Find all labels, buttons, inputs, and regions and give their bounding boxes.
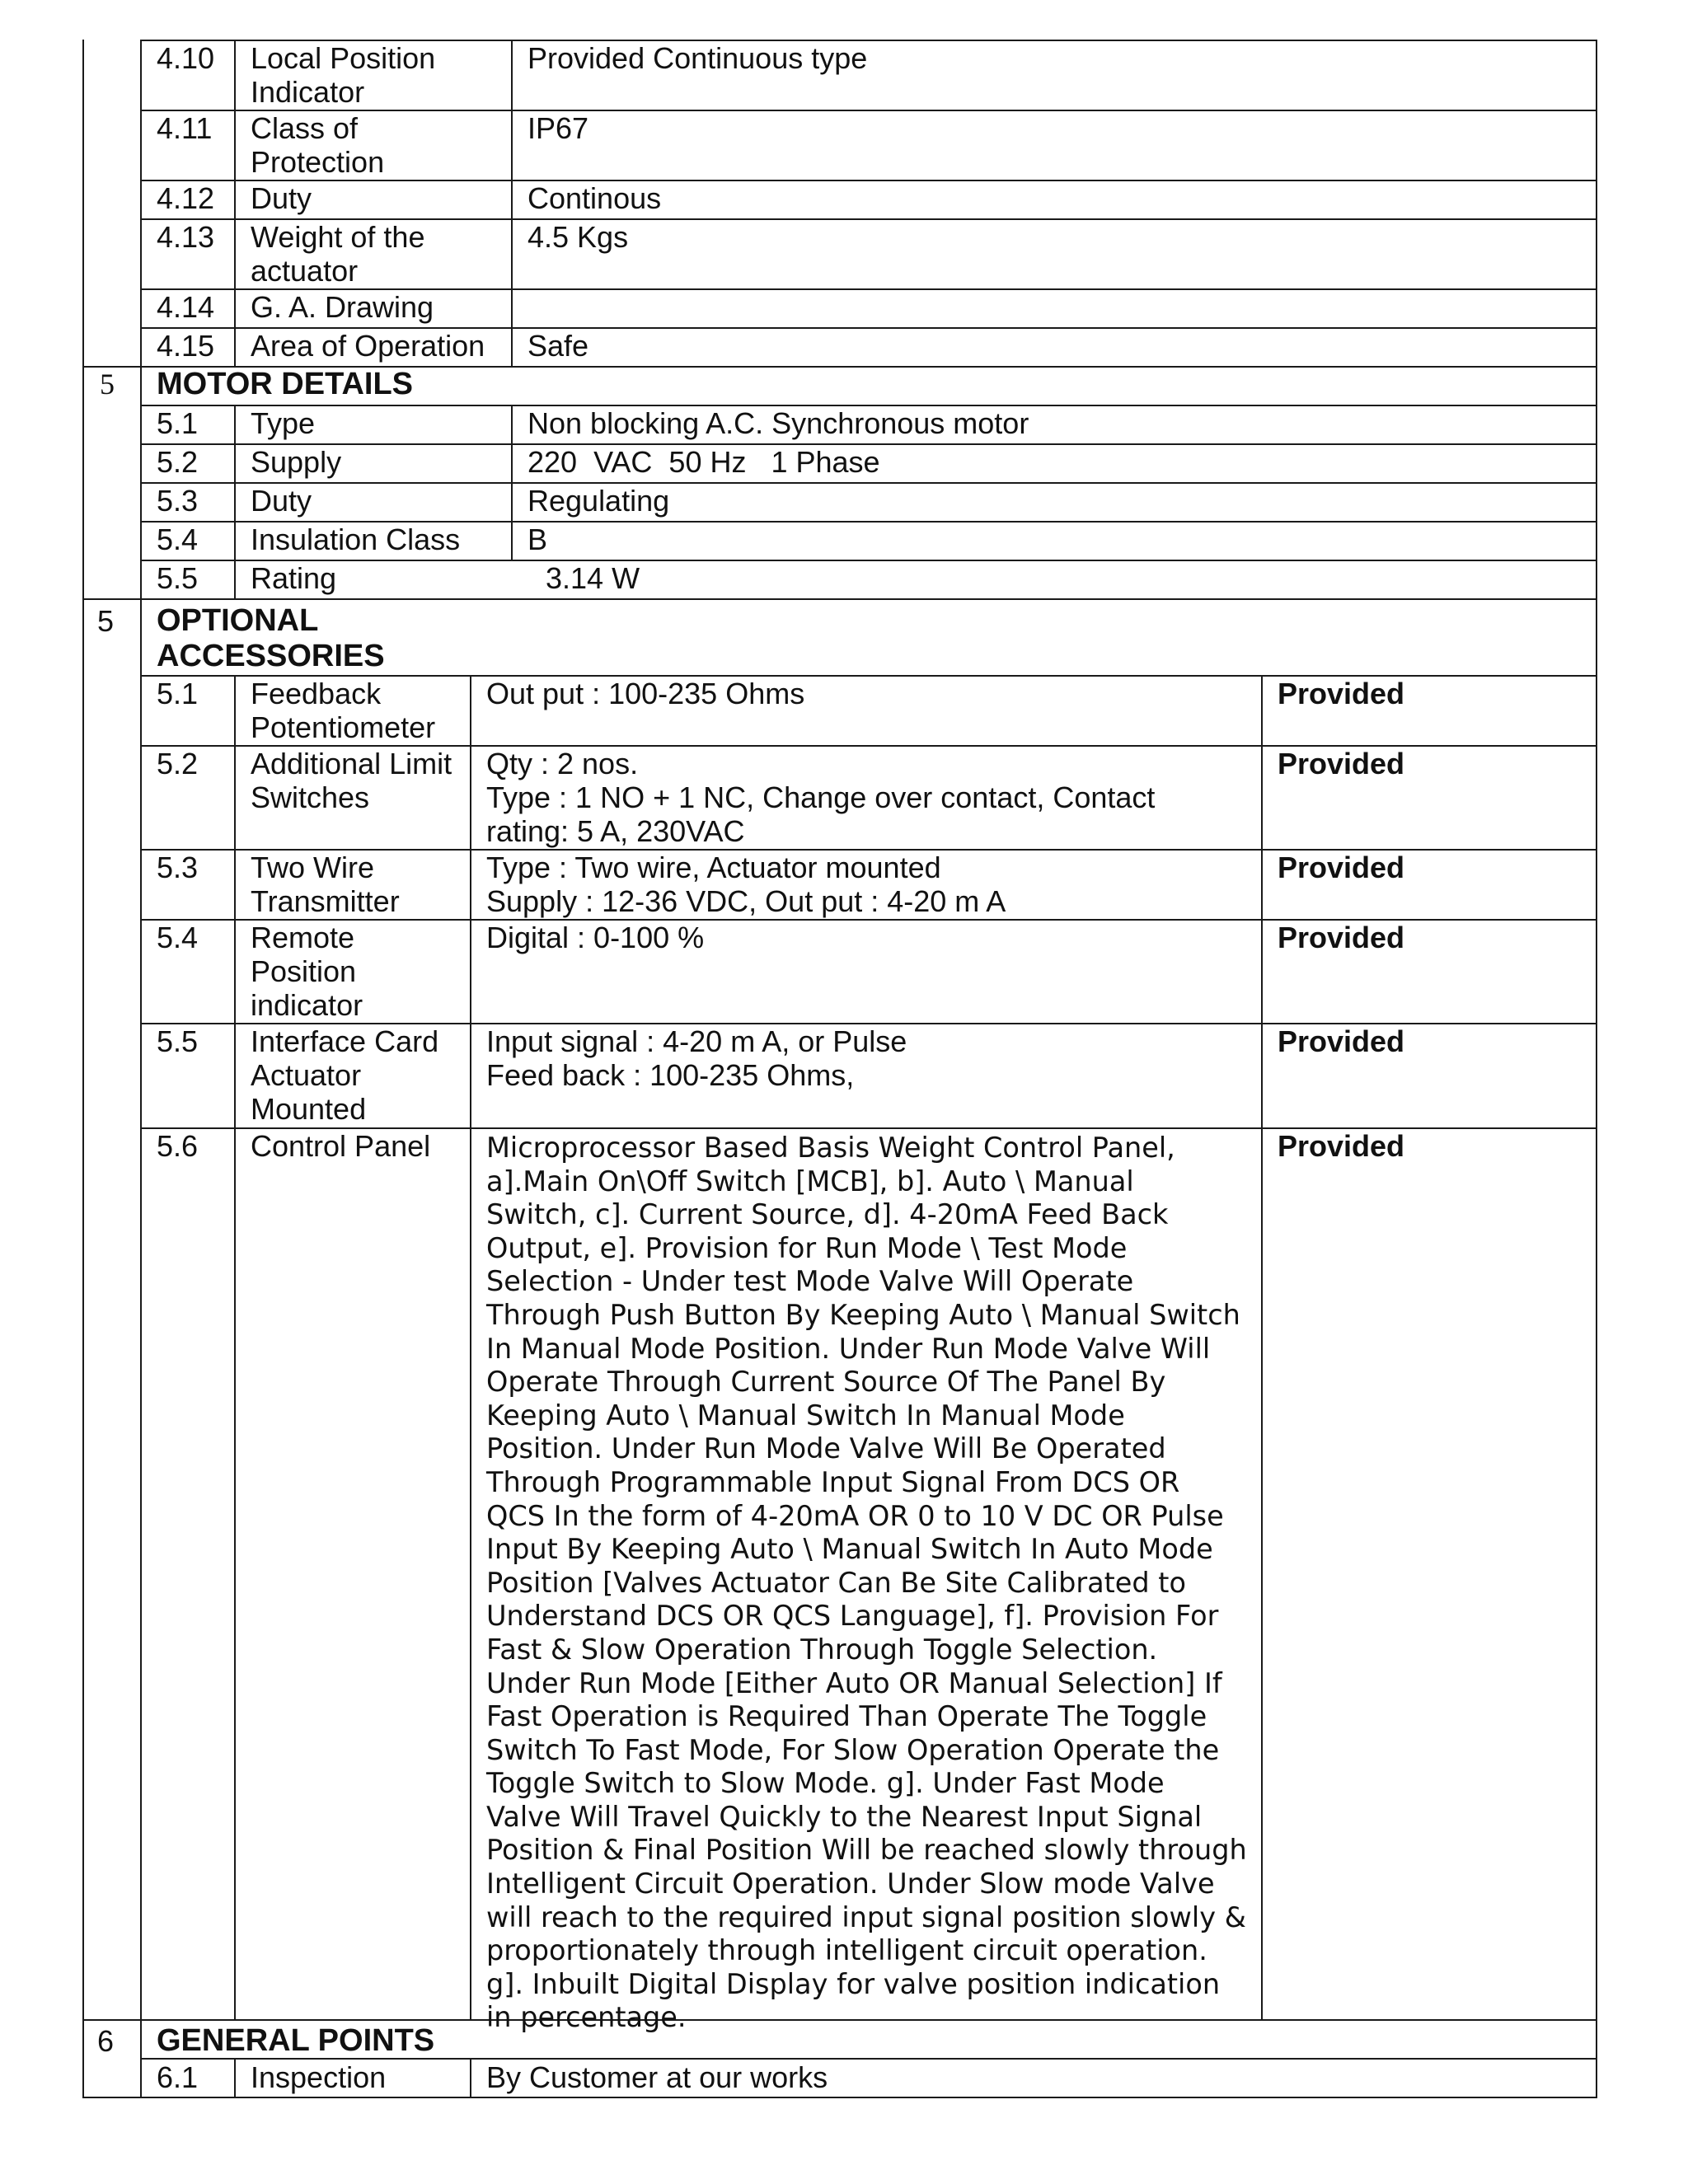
status-label: Provided [1278,747,1405,780]
item-number: 5.5 [157,561,199,595]
parameter-line: Protection [251,145,385,179]
description-line: Out put : 100-235 Ohms [486,677,805,710]
description-line: Keeping Auto \ Manual Switch In Manual Mode [486,1399,1125,1432]
value-cell: Provided Continuous type [528,41,868,75]
description-line: Valve Will Travel Quickly to the Nearest Input Signal [486,1800,1203,1833]
section-title: GENERAL POINTS [157,2023,435,2058]
parameter-line: Indicator [251,75,365,109]
value-cell: Regulating [528,484,670,518]
col-rule [470,675,471,2021]
item-number: 4.10 [157,41,215,75]
parameter-line: Switches [251,780,370,814]
description-line: Digital : 0-100 % [486,921,705,954]
description-line: Through Push Button By Keeping Auto \ Manual Switch [486,1298,1240,1331]
col-rule [234,675,236,2021]
row-rule [140,482,1597,484]
item-number: 4.11 [157,111,213,145]
section-number: 5 [100,368,115,401]
value-cell: 3.14 W [546,561,640,595]
col-rule [511,40,513,368]
description-line: Fast Operation is Required Than Operate The Toggle [486,1700,1207,1733]
description-line: Position [Valves Actuator Can Be Site Calibrated to [486,1566,1186,1599]
parameter-line: Actuator [251,1058,362,1092]
parameter-cell: Duty [251,484,312,518]
parameter-cell: Supply [251,445,342,479]
section-number: 5 [97,604,115,638]
parameter-cell: Rating [251,561,337,595]
item-number: 5.6 [157,1129,199,1163]
description-line: Input By Keeping Auto \ Manual Switch In Auto Mode [486,1533,1213,1566]
col-rule [140,40,142,2098]
description-line: Feed back : 100-235 Ohms, [486,1058,855,1092]
parameter-line: Interface Card [251,1024,439,1058]
section-title-line: OPTIONAL [157,603,319,638]
description-line: Operate Through Current Source Of The Panel By [486,1366,1166,1399]
description-line: Intelligent Circuit Operation. Under Slow mode Valve [486,1868,1215,1900]
parameter-line: Class of [251,111,359,145]
row-rule [140,180,1597,181]
description-line: rating: 5 A, 230VAC [486,814,745,848]
description-line: in percentage. [486,2001,687,2034]
item-number: 5.1 [157,677,199,710]
row-rule [82,2097,1597,2098]
parameter-line: Remote [251,921,355,954]
section-title: MOTOR DETAILS [157,367,414,401]
item-number: 4.14 [157,290,215,324]
parameter-line: Duty [251,181,312,215]
row-rule [140,2058,1597,2060]
item-number: 4.12 [157,181,215,215]
section-title-line: ACCESSORIES [157,639,385,673]
parameter-cell: Type [251,406,316,440]
status-label: Provided [1278,677,1405,710]
item-number: 5.3 [157,484,199,518]
section-number: 6 [97,2024,115,2058]
col-rule [234,2058,236,2098]
description-line: Microprocessor Based Basis Weight Control Panel, [486,1132,1175,1164]
value-cell: Safe [528,329,589,363]
col-rule [234,405,236,600]
status-label: Provided [1278,921,1405,954]
description-line: a].Main On\Off Switch [MCB], b]. Auto \ Manual [486,1165,1134,1197]
parameter-line: Weight of the [251,220,425,254]
description-line: Toggle Switch to Slow Mode. g]. Under Fast Mode [486,1767,1165,1800]
row-rule [140,560,1597,561]
item-number: 5.4 [157,523,199,556]
status-label: Provided [1278,1129,1405,1163]
item-number: 5.3 [157,851,199,884]
row-rule [140,110,1597,111]
item-number: 4.13 [157,220,215,254]
value-cell: 220 VAC 50 Hz 1 Phase [528,445,880,479]
description-line: will reach to the required input signal position slowly & [486,1900,1246,1933]
value-cell: 4.5 Kgs [528,220,629,254]
control-panel-description [486,1132,1247,2035]
item-number: 5.2 [157,445,199,479]
description-line: Selection - Under test Mode Valve Will Operate [486,1265,1134,1298]
col-rule [234,40,236,368]
description-line: Under Run Mode [Either Auto OR Manual Selection] If [486,1666,1222,1699]
value-cell: Continous [528,181,662,215]
description-line: Understand DCS OR QCS Language], f]. Provision For [486,1600,1219,1633]
parameter-line: Additional Limit [251,747,452,780]
col-rule [1596,40,1597,2098]
value-cell: IP67 [528,111,589,145]
parameter-line: Two Wire [251,851,375,884]
item-number: 5.1 [157,406,199,440]
description-line: QCS In the form of 4-20mA OR 0 to 10 V DC OR Pulse [486,1499,1224,1532]
parameter-line: Feedback [251,677,382,710]
value-cell: B [528,523,548,556]
description-line: Switch To Fast Mode, For Slow Operation Operate the [486,1733,1220,1766]
parameter-line: Potentiometer [251,710,436,744]
parameter-line: Area of Operation [251,329,485,363]
parameter-line: actuator [251,254,359,288]
col-rule [511,405,513,561]
description-line: Type : Two wire, Actuator mounted [486,851,941,884]
description-line: Supply : 12-36 VDC, Out put : 4-20 m A [486,884,1006,918]
description-line: Through Programmable Input Signal From DCS OR [486,1465,1180,1498]
status-label: Provided [1278,851,1405,884]
item-number: 6.1 [157,2060,199,2094]
description-line: Qty : 2 nos. [486,747,639,780]
description-line: Input signal : 4-20 m A, or Pulse [486,1024,907,1058]
status-label: Provided [1278,1024,1405,1058]
parameter-line: Local Position [251,41,436,75]
row-rule [82,598,1597,600]
item-number: 5.2 [157,747,199,780]
parameter-line: indicator [251,988,363,1022]
value-cell: By Customer at our works [486,2060,828,2094]
item-number: 5.4 [157,921,199,954]
col-rule [1261,675,1263,2021]
description-line: Switch, c]. Current Source, d]. 4-20mA Feed Back [486,1198,1169,1231]
col-rule [470,2058,471,2098]
parameter-cell: Insulation Class [251,523,461,556]
parameter-line: G. A. Drawing [251,290,434,324]
parameter-line: Control Panel [251,1129,431,1163]
parameter-line: Mounted [251,1092,367,1126]
item-number: 5.5 [157,1024,199,1058]
description-line: Type : 1 NO + 1 NC, Change over contact, Contact [486,780,1156,814]
description-line: g]. Inbuilt Digital Display for valve position indication [486,1967,1221,2000]
parameter-cell: Inspection [251,2060,387,2094]
description-line: Position & Final Position Will be reached slowly through [486,1834,1247,1867]
item-number: 4.15 [157,329,215,363]
value-cell: Non blocking A.C. Synchronous motor [528,406,1029,440]
parameter-line: Position [251,954,357,988]
description-line: Fast & Slow Operation Through Toggle Selection. [486,1633,1158,1666]
description-line: proportionately through intelligent circuit operation. [486,1934,1207,1967]
col-rule [82,40,84,2098]
description-line: Position. Under Run Mode Valve Will Be Operated [486,1432,1166,1465]
parameter-line: Transmitter [251,884,400,918]
description-line: In Manual Mode Position. Under Run Mode Valve Will [486,1332,1211,1365]
description-line: Output, e]. Provision for Run Mode \ Test Mode [486,1231,1128,1264]
